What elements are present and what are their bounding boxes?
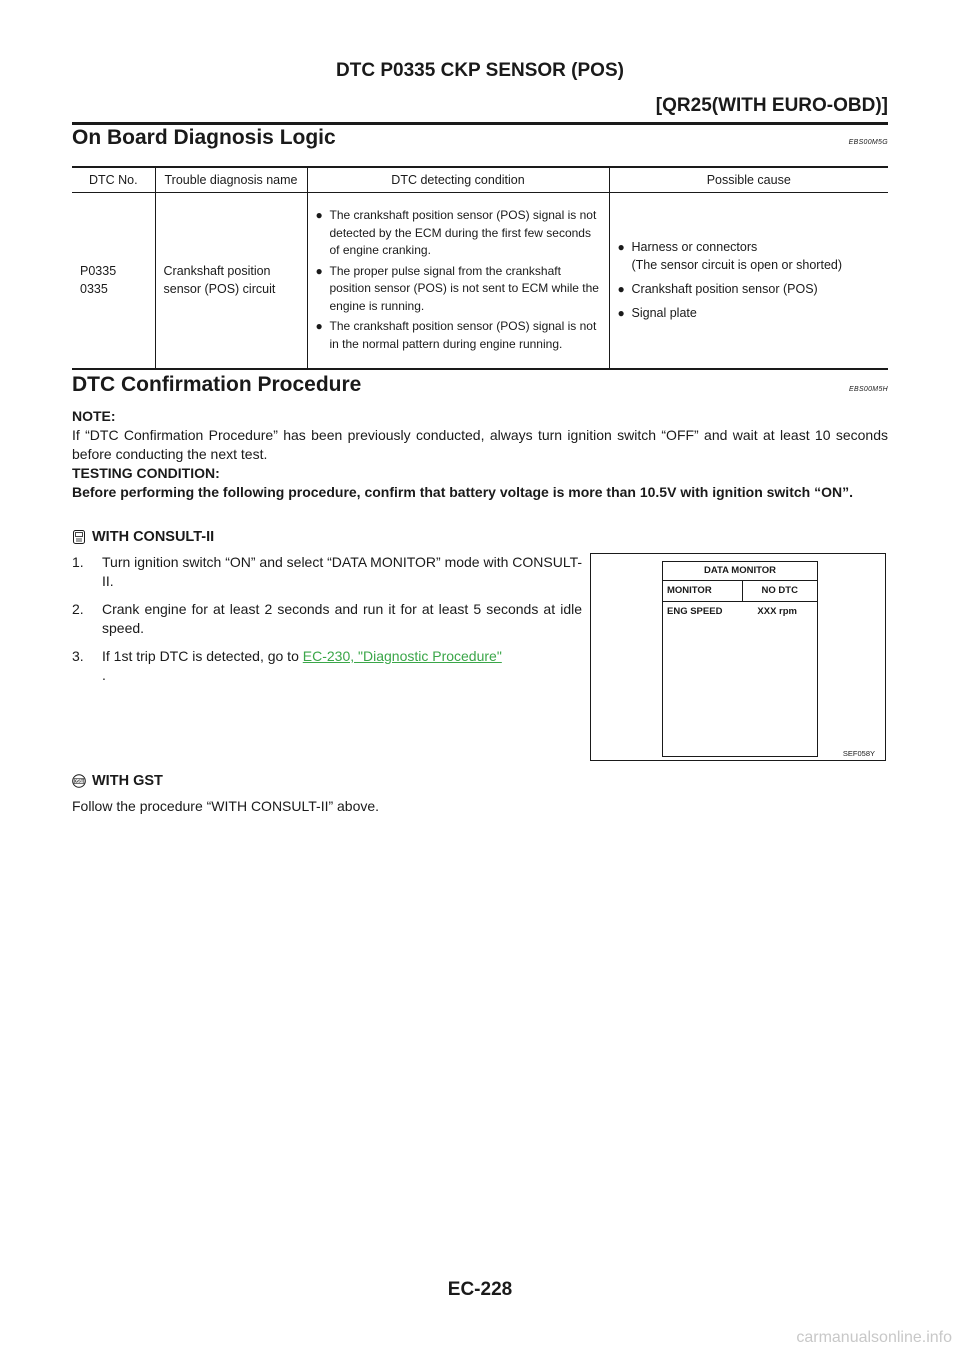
cell-possible-cause bbox=[609, 193, 888, 369]
gst-text: Follow the procedure “WITH CONSULT-II” above. bbox=[72, 798, 380, 814]
screen-title: DATA MONITOR bbox=[663, 562, 817, 581]
bullet-icon: ● bbox=[315, 263, 323, 278]
step-text-end: . bbox=[102, 667, 106, 683]
cause-text: Signal plate bbox=[631, 306, 697, 321]
list-item bbox=[72, 647, 582, 685]
list-item bbox=[316, 207, 601, 260]
page-title: DTC P0335 CKP SENSOR (POS) bbox=[336, 60, 624, 81]
svg-text:GST: GST bbox=[74, 778, 84, 784]
list-item bbox=[618, 238, 881, 274]
list-item bbox=[618, 304, 881, 322]
cause-list bbox=[618, 238, 881, 322]
bullet-icon: ● bbox=[315, 208, 323, 223]
condition-text: The crankshaft position sensor (POS) signal is not detected by the ECM during the first few seconds of engine cranking. bbox=[329, 208, 597, 258]
watermark: carmanualsonline.info bbox=[796, 1329, 952, 1346]
note-label: NOTE: bbox=[72, 408, 116, 424]
section-heading-confirmation-procedure bbox=[72, 373, 888, 397]
list-item bbox=[316, 318, 601, 353]
cause-text: Crankshaft position sensor (POS) bbox=[631, 282, 818, 297]
note-text: If “DTC Confirmation Procedure” has been previously conducted, always turn ignition switch “OFF” and wait at least 10 seconds before conducting the next test. bbox=[72, 427, 888, 462]
cause-text: Harness or connectors bbox=[631, 240, 758, 255]
procedure-steps bbox=[72, 553, 582, 694]
screen-col-monitor: MONITOR bbox=[667, 585, 712, 596]
diagnosis-table bbox=[72, 166, 888, 370]
header-rule bbox=[72, 122, 888, 125]
col-header-trouble-name: Trouble diagnosis name bbox=[155, 167, 307, 193]
testing-condition-label: TESTING CONDITION: bbox=[72, 465, 220, 481]
section-code: EBS00M5G bbox=[848, 139, 888, 146]
section-heading-text: On Board Diagnosis Logic bbox=[72, 126, 336, 149]
consult-heading bbox=[72, 529, 214, 545]
cause-detail-text: (The sensor circuit is open or shorted) bbox=[631, 258, 843, 273]
figure-code: SEF058Y bbox=[842, 749, 875, 758]
trouble-name-line: sensor (POS) circuit bbox=[163, 282, 276, 297]
screen-data-row bbox=[663, 602, 817, 621]
col-header-dtc-no: DTC No. bbox=[72, 167, 155, 193]
table-header-row bbox=[72, 167, 888, 193]
consult-screen bbox=[662, 561, 818, 757]
page-number: EC-228 bbox=[447, 1279, 513, 1300]
col-header-detecting-condition: DTC detecting condition bbox=[307, 167, 609, 193]
consult-icon bbox=[72, 530, 86, 544]
section-heading-text: DTC Confirmation Procedure bbox=[72, 373, 362, 396]
section-heading-diagnosis-logic bbox=[72, 126, 888, 150]
screen-item-label: ENG SPEED bbox=[667, 606, 723, 617]
diagnostic-procedure-link[interactable]: EC-230, "Diagnostic Procedure" bbox=[302, 648, 502, 664]
screen-item-value: XXX rpm bbox=[757, 606, 797, 617]
list-item bbox=[618, 280, 881, 298]
screen-col-status: NO DTC bbox=[742, 581, 818, 601]
col-header-possible-cause: Possible cause bbox=[609, 167, 888, 193]
bullet-icon: ● bbox=[617, 306, 625, 321]
step-number: 2. bbox=[72, 601, 84, 617]
list-item bbox=[72, 553, 582, 591]
table-row bbox=[72, 193, 888, 369]
testing-condition-text: Before performing the following procedure, confirm that battery voltage is more than 10.5V with ignition switch “ON”. bbox=[72, 484, 853, 500]
step-text: Crank engine for at least 2 seconds and run it for at least 5 seconds at idle speed. bbox=[102, 601, 582, 636]
bullet-icon: ● bbox=[617, 282, 625, 297]
condition-text: The crankshaft position sensor (POS) signal is not in the normal pattern during engine running. bbox=[329, 319, 597, 351]
bullet-icon: ● bbox=[617, 240, 625, 255]
step-number: 3. bbox=[72, 648, 84, 664]
gst-heading bbox=[72, 773, 163, 789]
step-number: 1. bbox=[72, 554, 84, 570]
list-item bbox=[72, 600, 582, 638]
cell-detecting-condition bbox=[307, 193, 609, 369]
page-subtitle: [QR25(WITH EURO-OBD)] bbox=[655, 95, 888, 116]
bullet-icon: ● bbox=[315, 319, 323, 334]
list-item bbox=[316, 263, 601, 316]
cell-dtc-no bbox=[72, 193, 155, 369]
step-text: Turn ignition switch “ON” and select “DATA MONITOR” mode with CONSULT-II. bbox=[102, 554, 583, 589]
condition-list bbox=[316, 207, 601, 353]
condition-text: The proper pulse signal from the crankshaft position sensor (POS) is not sent to ECM while the engine is running. bbox=[329, 263, 599, 313]
dtc-code-alt: 0335 bbox=[80, 282, 108, 297]
data-monitor-figure bbox=[590, 553, 886, 761]
section-code: EBS00M5H bbox=[849, 386, 888, 393]
trouble-name-line: Crankshaft position bbox=[163, 264, 271, 279]
cell-trouble-name bbox=[155, 193, 307, 369]
step-text: If 1st trip DTC is detected, go to bbox=[102, 648, 303, 664]
screen-header-row bbox=[663, 581, 817, 602]
dtc-code: P0335 bbox=[80, 264, 117, 279]
consult-heading-text: WITH CONSULT-II bbox=[92, 529, 215, 545]
gst-icon bbox=[72, 774, 86, 788]
gst-heading-text: WITH GST bbox=[92, 773, 163, 789]
